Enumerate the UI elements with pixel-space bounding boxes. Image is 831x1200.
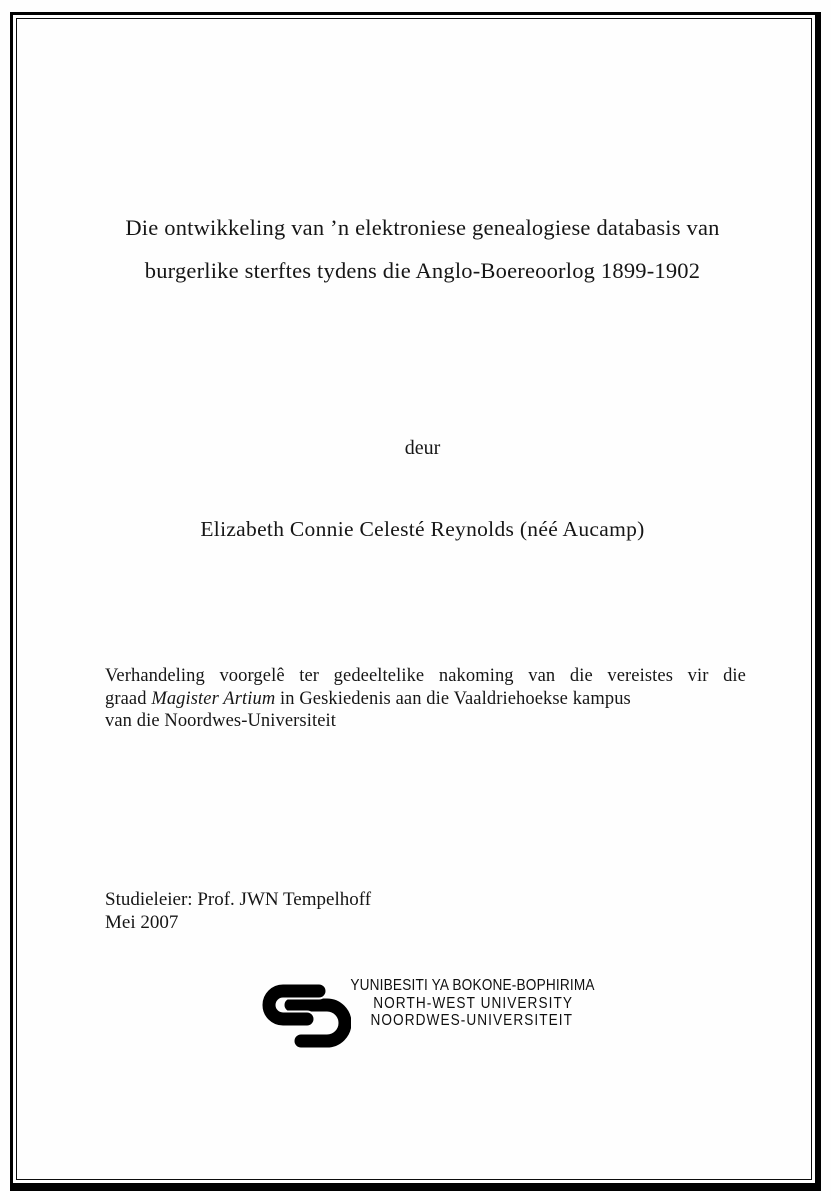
supervisor-line: Studieleier: Prof. JWN Tempelhoff bbox=[105, 889, 372, 910]
university-wordmark bbox=[350, 977, 595, 1030]
author-name: Elizabeth Connie Celesté Reynolds (néé Aucamp) bbox=[200, 517, 645, 541]
title-line-2: burgerlike sterftes tydens die Anglo-Boereoorlog 1899-1902 bbox=[144, 258, 701, 283]
byline-label: deur bbox=[404, 437, 441, 459]
degree-statement bbox=[105, 665, 746, 733]
wordmark-line-setswana: YUNIBESITI YA BOKONE-BOPHIRIMA bbox=[350, 977, 595, 994]
imprint-block bbox=[105, 889, 371, 934]
title-line-1: Die ontwikkeling van ’n elektroniese genealogiese databasis van bbox=[125, 215, 720, 240]
statement-line-2 bbox=[105, 688, 746, 711]
degree-name-italic: Magister Artium bbox=[151, 688, 276, 709]
statement-line-3: van die Noordwes-Universiteit bbox=[105, 711, 337, 731]
statement-line-1: Verhandeling voorgelê ter gedeeltelike nakoming van die vereistes vir die bbox=[105, 666, 746, 686]
date-line: Mei 2007 bbox=[105, 911, 179, 933]
wordmark-line-afrikaans: NOORDWES-UNIVERSITEIT bbox=[370, 1012, 573, 1030]
thesis-title bbox=[20, 206, 825, 292]
interlocked-links-icon bbox=[261, 983, 351, 1049]
wordmark-line-english: NORTH-WEST UNIVERSITY bbox=[373, 994, 573, 1012]
statement-line-2-suffix: in Geskiedenis aan die Vaaldriehoekse kampus bbox=[275, 688, 631, 709]
statement-line-2-prefix: graad bbox=[105, 688, 152, 709]
